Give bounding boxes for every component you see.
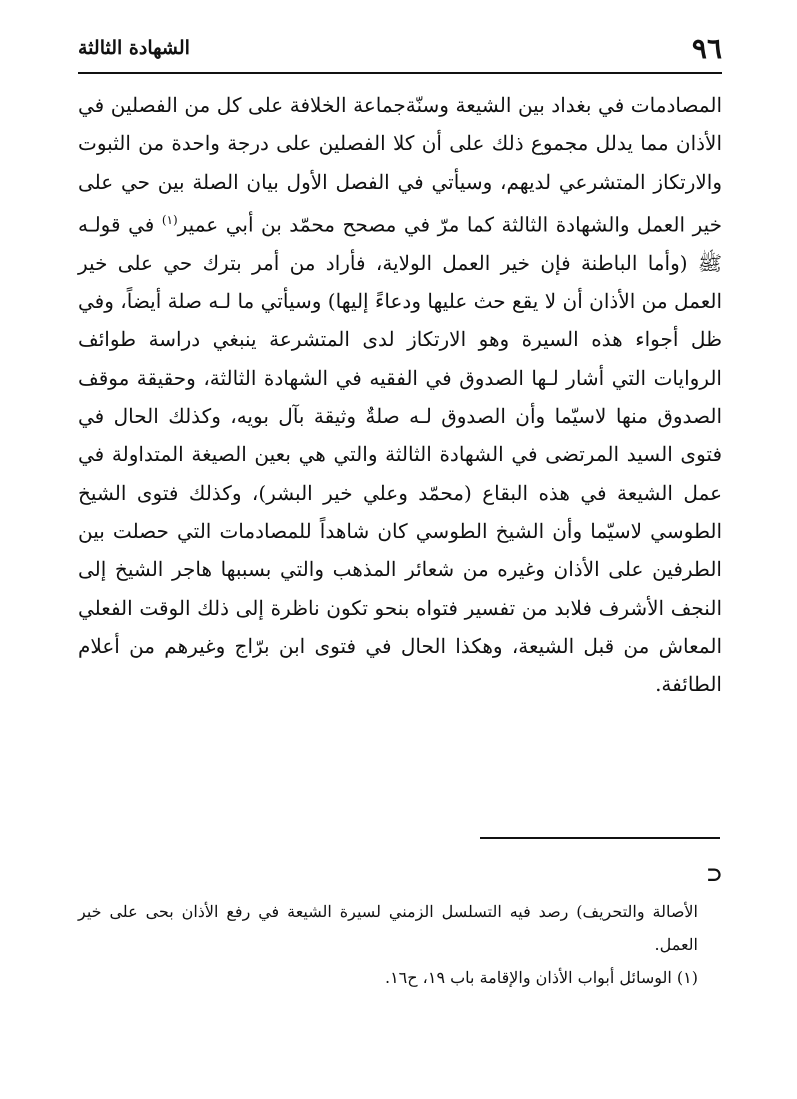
header-divider [78, 72, 722, 74]
body-text-part-1: المصادمات في بغداد بين الشيعة وسنّةجماعة الخلافة على كل من الفصلين في الأذان مما يدلل مجموع ذلك على أن كلا الفصلين على درجة واحدة من الثبوت والارتكاز المتشرعي لديهم، وسيأتي في الفصل الأول بيان الصلة بين حي على خير العمل والشهادة الثالثة كما مرّ في مصحح محمّد بن أبي عمير [78, 93, 722, 237]
footnotes-section [78, 895, 698, 994]
footnote-continued-mark: ⊃ [706, 862, 723, 886]
page-header [78, 30, 722, 66]
footnote-reference-1: (١) [161, 212, 178, 227]
page-number: ٩٦ [691, 31, 722, 65]
footnote-1: (١) الوسائل أبواب الأذان والإقامة باب ١٩، ح١٦. [384, 968, 698, 987]
footnote-continuation: الأصالة والتحريف) رصد فيه التسلسل الزمني لسيرة الشيعة في رفع الأذان بحى على خير العمل. [78, 902, 698, 954]
footnote-divider [480, 837, 720, 839]
body-text-part-2: في قولـه ﷺ (وأما الباطنة فإن خير العمل الولاية، فأراد من أمر بترك حي على خير العمل من الأذان أن لا يقع حث عليها ودعاءً إليها) وسيأتي ما لـه صلة أيضاً، وفي ظل أجواء هذه السيرة وهو الارتكاز لدى المتشرعة ينبغي دراسة طوائف الروايات التي أشار لـها الصدوق في الفقيه في الشهادة الثالثة، وحقيقة موقف الصدوق منها لاسيّما وأن الصدوق لـه صلةٌ وثيقة بآل بويه، وكذلك الحال في فتوى السيد المرتضى في الشهادة الثالثة والتي هي بعين الصيغة المتداولة في عمل الشيعة في هذه البقاع (محمّد وعلي خير البشر)، وكذلك فتوى الشيخ الطوسي لاسيّما وأن الشيخ الطوسي كان شاهداً للمصادمات التي حصلت بين الطرفين على الأذان وغيره من شعائر المذهب والتي بسببها هاجر الشيخ إلى النجف الأشرف فلابد من تفسير فتواه بنحو تكون ناظرة إلى ذلك الوقت الفعلي المعاش من قبل الشيعة، وهكذا الحال في فتوى ابن برّاج وغيرهم من أعلام الطائفة. [78, 212, 723, 697]
running-title: الشهادة الثالثة [78, 37, 190, 59]
body-paragraph [78, 86, 722, 703]
